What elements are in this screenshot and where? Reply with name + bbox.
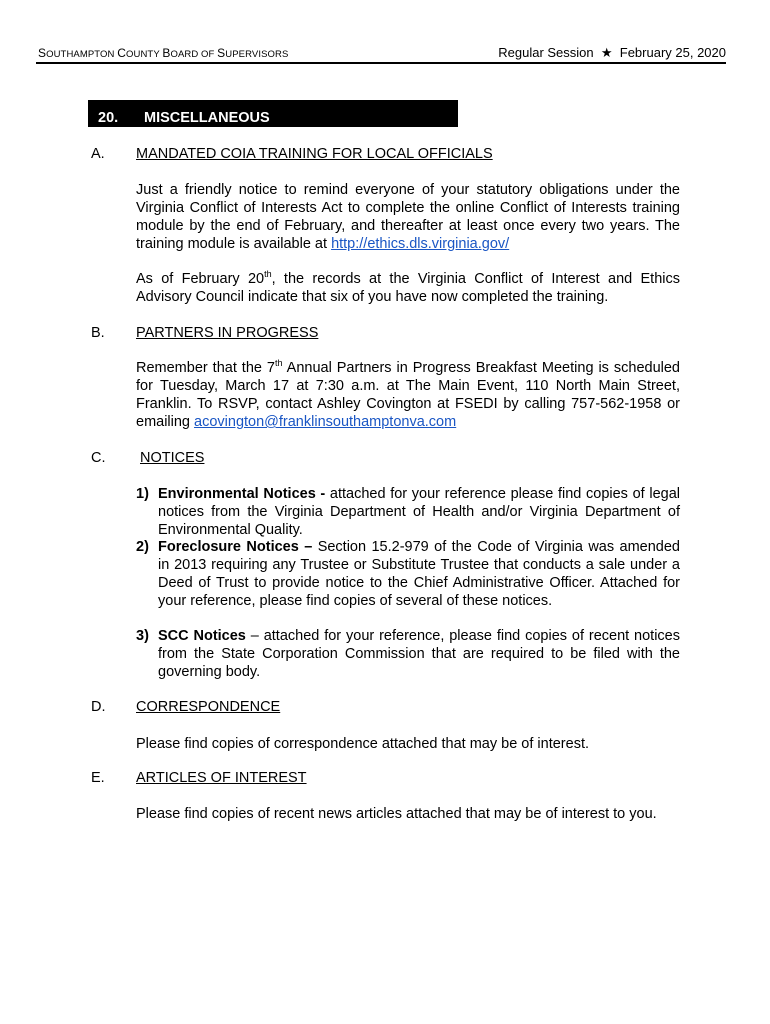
header-rule <box>36 62 726 64</box>
item-a-paragraph-2: As of February 20th, the records at the Virginia Conflict of Interest and Ethics Advisory Council indicate that six of you have now completed the training. <box>136 269 680 305</box>
item-c-letter: C. <box>91 450 106 466</box>
item-e-letter: E. <box>91 770 105 786</box>
item-a-title: MANDATED COIA TRAINING FOR LOCAL OFFICIALS <box>136 146 493 162</box>
item-d-letter: D. <box>91 699 106 715</box>
session-label: Regular Session <box>498 45 594 60</box>
item-a-letter: A. <box>91 146 105 162</box>
item-d-paragraph: Please find copies of correspondence attached that may be of interest. <box>136 736 589 752</box>
item-a-paragraph-1: Just a friendly notice to remind everyone of your statutory obligations under the Virginia Conflict of Interests Act to complete the online Conflict of Interests training module by the end of February, and thereafter at least once every two years. The training module is available at http://ethics.dls.virginia.gov/ <box>136 182 680 252</box>
item-d-title: CORRESPONDENCE <box>136 699 281 715</box>
item-e-title: ARTICLES OF INTEREST <box>136 770 307 786</box>
section-heading-bar <box>88 100 458 127</box>
header-session <box>498 45 726 61</box>
item-b-letter: B. <box>91 325 105 341</box>
ethics-link[interactable]: http://ethics.dls.virginia.gov/ <box>331 236 510 252</box>
notice-item: 1) Environmental Notices - attached for your reference please find copies of legal notices from the Virginia Department of Health and/or Virginia Department of Environmental Quality. <box>136 486 680 538</box>
item-c-title: NOTICES <box>140 450 205 466</box>
section-title: MISCELLANEOUS <box>144 110 270 126</box>
section-number: 20. <box>98 110 119 126</box>
header-organization: SOUTHAMPTON COUNTY BOARD OF SUPERVISORS <box>38 46 289 60</box>
session-date: February 25, 2020 <box>619 45 726 60</box>
email-link[interactable]: acovington@franklinsouthamptonva.com <box>194 414 457 430</box>
item-e-paragraph: Please find copies of recent news articles attached that may be of interest to you. <box>136 806 657 822</box>
star-icon: ★ <box>600 45 613 60</box>
item-b-title: PARTNERS IN PROGRESS <box>136 325 319 341</box>
notice-item: 2) Foreclosure Notices – Section 15.2-979 of the Code of Virginia was amended in 2013 requiring any Trustee or Substitute Trustee that conducts a sale under a Deed of Trust to provide notice to the Chief Administrative Officer. Attached for your reference, please find copies of several of these notices. <box>136 539 680 609</box>
notice-item: 3) SCC Notices – attached for your reference, please find copies of recent notices from the State Corporation Commission that are required to be filed with the governing body. <box>136 628 680 680</box>
item-b-paragraph: Remember that the 7th Annual Partners in Progress Breakfast Meeting is scheduled for Tuesday, March 17 at 7:30 a.m. at The Main Event, 110 North Main Street, Franklin. To RSVP, contact Ashley Covington at FSEDI by calling 757-562-1958 or emailing acovington@franklinsouthamptonva.com <box>136 358 680 430</box>
